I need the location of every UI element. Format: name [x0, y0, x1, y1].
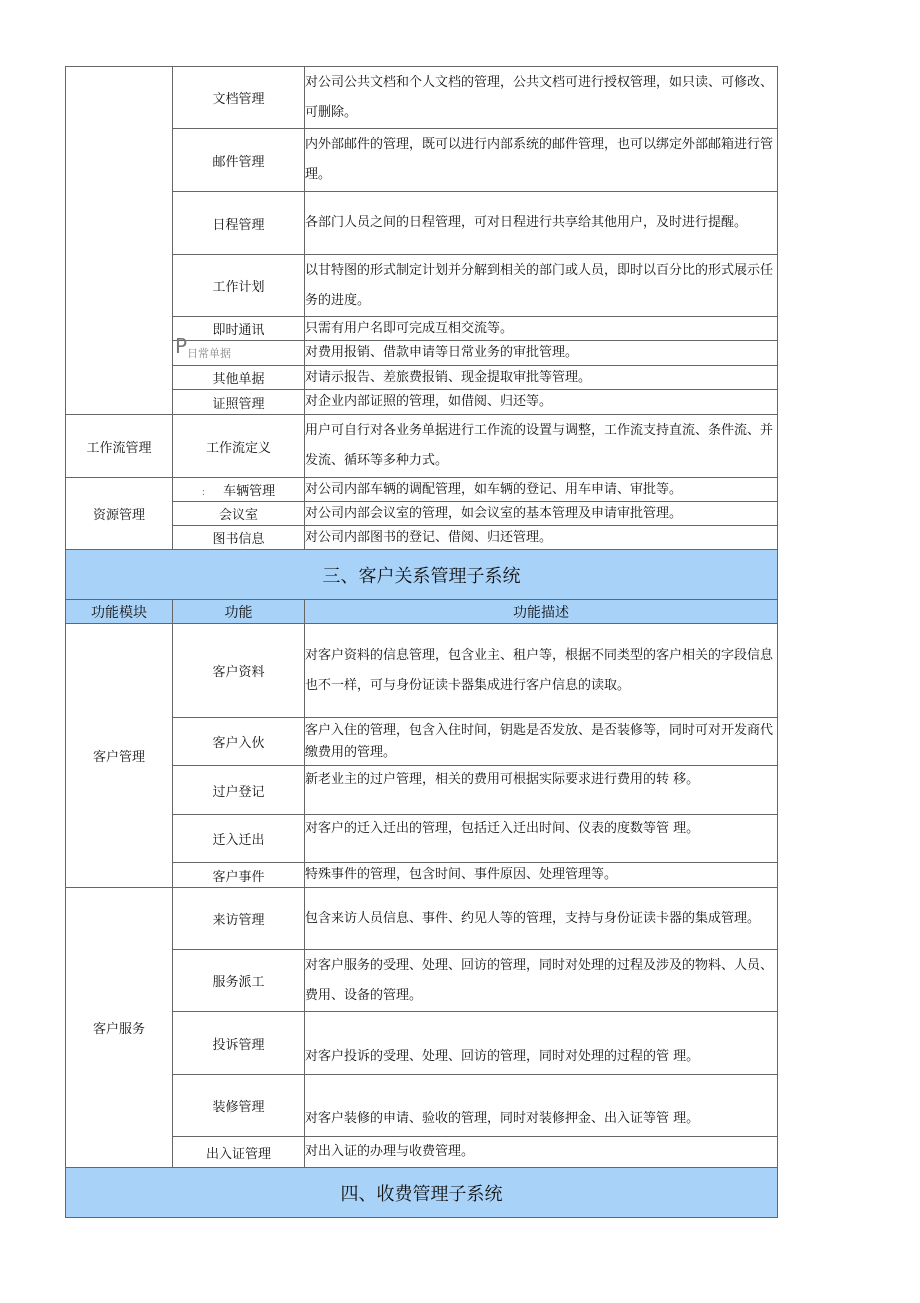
table-row — [66, 888, 778, 950]
description-cell: 对公司内部图书的登记、借阅、归还管理。 — [305, 526, 778, 550]
description-cell: 客户入住的管理，包含入住时间，钥匙是否发放、是否装修等，同时可对开发商代缴费用的管理。 — [305, 718, 778, 766]
module-cell: 工作流管理 — [66, 415, 173, 478]
function-cell: 服务派工 — [173, 950, 305, 1012]
section-title: 四、收费管理子系统 — [66, 1168, 778, 1218]
description-cell: 对客户投诉的受理、处理、回访的管理，同时对处理的过程的管 理。 — [305, 1012, 778, 1075]
stray-mark-icon: P — [175, 334, 188, 358]
function-cell: 工作流定义 — [173, 415, 305, 478]
table-row — [66, 67, 778, 129]
function-cell: 文档管理 — [173, 67, 305, 129]
table-row — [66, 502, 778, 526]
function-cell — [173, 478, 305, 502]
description-cell: 对公司内部会议室的管理，如会议室的基本管理及申请审批管理。 — [305, 502, 778, 526]
table-row — [66, 950, 778, 1012]
table-row — [66, 390, 778, 415]
description-cell: 只需有用户名即可完成互相交流等。 — [305, 317, 778, 341]
module-cell-blank — [66, 67, 173, 415]
stray-mark-icon: : — [201, 487, 206, 498]
table-row — [66, 129, 778, 192]
section-title: 三、客户关系管理子系统 — [66, 550, 778, 600]
description-cell: 对公司公共文档和个人文档的管理，公共文档可进行授权管理，如只读、可修改、可删除。 — [305, 67, 778, 129]
description-cell: 特殊事件的管理，包含时间、事件原因、处理管理等。 — [305, 863, 778, 888]
table-row — [66, 526, 778, 550]
table-row — [66, 415, 778, 478]
function-cell: 投诉管理 — [173, 1012, 305, 1075]
function-cell: 日程管理 — [173, 192, 305, 255]
table-row — [66, 1012, 778, 1075]
module-cell: 资源管理 — [66, 478, 173, 550]
description-cell: 内外部邮件的管理，既可以进行内部系统的邮件管理，也可以绑定外部邮箱进行管理。 — [305, 129, 778, 192]
function-cell: 图书信息 — [173, 526, 305, 550]
table-row — [66, 815, 778, 863]
description-cell: 对客户服务的受理、处理、回访的管理，同时对处理的过程及涉及的物料、人员、费用、设备的管理。 — [305, 950, 778, 1012]
table-row — [66, 1075, 778, 1137]
description-cell: 对请示报告、差旅费报销、现金提取审批等管理。 — [305, 366, 778, 390]
table-row — [66, 192, 778, 255]
module-cell: 客户服务 — [66, 888, 173, 1168]
description-cell: 对客户资料的信息管理，包含业主、租户等，根据不同类型的客户相关的字段信息也不一样，可与身份证读卡器集成进行客户信息的读取。 — [305, 624, 778, 718]
description-cell: 用户可自行对各业务单据进行工作流的设置与调整，工作流支持直流、条件流、并发流、循环等多种力式。 — [305, 415, 778, 478]
description-cell: 以甘特图的形式制定计划并分解到相关的部门或人员，即时以百分比的形式展示任务的进度。 — [305, 255, 778, 317]
description-cell: 对客户装修的申请、验收的管理，同时对装修押金、出入证等管 理。 — [305, 1075, 778, 1137]
table-row — [66, 718, 778, 766]
table-row — [66, 766, 778, 815]
function-cell-faint — [173, 334, 305, 366]
function-cell: 会议室 — [173, 502, 305, 526]
header-description: 功能描述 — [305, 600, 778, 624]
header-module: 功能模块 — [66, 600, 173, 624]
function-cell: 客户资料 — [173, 624, 305, 718]
function-cell: 其他单据 — [173, 366, 305, 390]
description-cell: 各部门人员之间的日程管理，可对日程进行共享给其他用户，及时进行提醒。 — [305, 192, 778, 255]
function-cell: 工作计划 — [173, 255, 305, 317]
function-cell: 邮件管理 — [173, 129, 305, 192]
description-cell: 对企业内部证照的管理，如借阅、归还等。 — [305, 390, 778, 415]
function-cell: 过户登记 — [173, 766, 305, 815]
function-cell: 证照管理 — [173, 390, 305, 415]
table-row — [66, 624, 778, 718]
section-title-row — [66, 1168, 778, 1218]
description-cell: 对出入证的办理与收费管理。 — [305, 1137, 778, 1168]
function-cell: 客户入伙 — [173, 718, 305, 766]
table-row — [66, 366, 778, 390]
header-function: 功能 — [173, 600, 305, 624]
function-cell: 客户事件 — [173, 863, 305, 888]
function-cell: 来访管理 — [173, 888, 305, 950]
function-cell: 即时通讯 — [173, 317, 305, 341]
module-cell: 客户管理 — [66, 624, 173, 888]
section-title-row — [66, 550, 778, 600]
description-cell: 对公司内部车辆的调配管理，如车辆的登记、用车申请、审批等。 — [305, 478, 778, 502]
description-cell: 包含来访人员信息、事件、约见人等的管理，支持与身份证读卡器的集成管理。 — [305, 888, 778, 950]
column-header-row — [66, 600, 778, 624]
table-row — [66, 255, 778, 317]
description-cell: 对客户的迁入迁出的管理，包括迁入迁出时间、仪表的度数等管 理。 — [305, 815, 778, 863]
description-cell: 新老业主的过户管理，相关的费用可根据实际要求进行费用的转 移。 — [305, 766, 778, 815]
function-cell: 装修管理 — [173, 1075, 305, 1137]
function-cell: 出入证管理 — [173, 1137, 305, 1168]
function-table — [65, 66, 778, 1218]
table-row — [66, 478, 778, 502]
function-label: 日常单据 — [187, 347, 232, 360]
table-row — [66, 317, 778, 341]
table-row — [66, 1137, 778, 1168]
function-label: 车辆管理 — [223, 484, 276, 499]
description-cell: 对费用报销、借款申请等日常业务的审批管理。 — [305, 341, 778, 366]
function-cell: 迁入迁出 — [173, 815, 305, 863]
table-row — [66, 341, 778, 366]
table-row — [66, 863, 778, 888]
